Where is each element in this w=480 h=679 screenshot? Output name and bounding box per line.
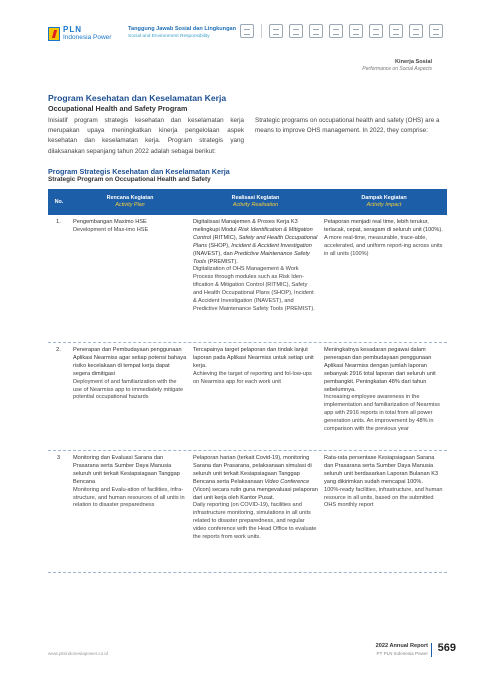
footer-website-link[interactable]: www.plnindonesiapower.co.id: [48, 651, 109, 656]
plan-cell: Penerapan dan Pembudayaan penggunaan Aplikasi Nearmiss agar setiap potensi bahaya risiko kecelakaan di tempat kerja dapat segera dimitigasi Deployment of and familiarization with the use of Nearmiss app to immediately mitigate potential occupational hazards: [73, 347, 187, 401]
page-title-english: Occupational Health and Safety Program: [48, 104, 188, 113]
globe-icon[interactable]: [369, 24, 383, 38]
pln-logo-icon: [48, 27, 60, 41]
impact-cell: Pelaporan menjadi real time, lebih terukur, terlacak, cepat, seragam di seluruh unit (100%). A more real-time, measurable, trace-able, accelerated, and uniform report-ing across units in all units (100%): [324, 219, 443, 257]
nav-divider: [261, 24, 262, 38]
row-number: 3: [56, 455, 61, 461]
logo-subtitle: Indonesia Power: [63, 34, 112, 41]
header-no: No.: [54, 198, 64, 205]
impact-cell: Rata-rata persentase Kesiapsiagaan Sarana dan Prasarana serta Sumber Daya Manusia seluruh unit berdasarkan Laporan Bulanan K3 yang dikirimkan sudah mencapai 100%. 100%-ready facilities, infrastructure, and human resource in all units, based on the submitted OHS monthly report: [324, 455, 443, 509]
impact-cell: Meningkatnya kesadaran pegawai dalam penerapan dan pembudayaan penggunaan Aplikasi Nearmiss dengan jumlah laporan sebanyak 2916 total laporan dari seluruh unit pembangkit. Peningkatan 48% dari tahun sebelumnya. Increasing employee awareness in the implementation and familiarization of Nearmiss app with 2916 reports in total from all power generation units. An improvement by 48% in comparison with the previous year: [324, 347, 440, 433]
header-activity-plan: Rencana Kegiatan Activity Plan: [106, 195, 154, 208]
grid-icon[interactable]: [429, 24, 443, 38]
header-activity-impact: Dampak Kegiatan Activity Impact: [361, 195, 407, 208]
chapter-nav: [240, 24, 443, 38]
document-icon[interactable]: [269, 24, 283, 38]
realisation-cell: Pelaporan harian (terkait Covid-19), monitoring Sarana dan Prasarana, pelaksanaan simulasi di seluruh unit terkait Kesiapsiagaan Tanggap Bencana serta Pelaksanaan Video Conference (Vicon) secara rutin guna mengevaluasi pelaporan dari unit kerja oleh Kantor Pusat. Daily reporting (on COVID-19), facilities and infrastructure monitoring, simulations in all units related to disaster preparedness, and regular video conference with the Head Office to evaluate the reports from work units.: [193, 455, 318, 541]
realisation-cell: Digitalisasi Manajemen & Proses Kerja K3 melingkupi Modul Risk Identification & Mitigation Control (RITMIC), Safety and Health Occupational Plans (SHOP), Incident & Accident Investigation (INAVEST), dan Predictive Maintenance Safety Tools (PREMIST). Digitalization of OHS Management & Work Process through modules such as Risk Iden-tification & Mitigation Control (RITMIC), Safety and Health Occupational Plans (SHOP), Incident & Accident Investigation (INAVEST), and Predictive Maintenance Safety Tools (PREMIST).: [193, 219, 318, 312]
footer-divider: [431, 643, 432, 657]
row-number: 2.: [56, 347, 61, 353]
table-title: Program Strategis Kesehatan dan Keselamatan Kerja: [48, 167, 230, 176]
realisation-cell: Tercapainya target pelaporan dan tindak lanjut laporan pada Aplikasi Nearmiss untuk setiap unit kerja. Achieving the target of reporting and fol-low-ups on Nearmiss app for each work unit: [193, 347, 314, 385]
table-row: [48, 451, 447, 573]
people-icon[interactable]: [309, 24, 323, 38]
page-title: Program Kesehatan dan Keselamatan Kerja: [48, 93, 227, 103]
book-icon[interactable]: [409, 24, 423, 38]
table-row: [48, 215, 447, 343]
page-header: [0, 0, 480, 58]
chart-icon[interactable]: [389, 24, 403, 38]
report-section-title: Tanggung Jawab Sosial dan Lingkungan Social and Environment Responsibility: [128, 26, 237, 39]
plan-cell: Monitoring dan Evaluasi Sarana dan Prasarana serta Sumber Daya Manusia seluruh unit terkait Kesiapsiagaan Tanggap Bencana Monitoring and Evalu-ation of facilities, infra-structure, and human resources of all units in relation to disaster preparedness: [73, 455, 185, 509]
leaf-icon[interactable]: [329, 24, 343, 38]
table-row: [48, 343, 447, 451]
table-title-english: Strategic Program on Occupational Health and Safety: [48, 176, 211, 183]
list-icon[interactable]: [289, 24, 303, 38]
table-header: [48, 189, 447, 215]
section-tag: Kinerja Sosial Performance on Social Aspects: [362, 59, 432, 72]
plan-cell: Pengembangan Maximo HSE Development of Max-imo HSE: [73, 219, 149, 233]
intro-english: Strategic programs on occupational health and safety (OHS) are a means to improve OHS management. In 2022, they comprise:: [255, 117, 440, 135]
company-logo[interactable]: [48, 26, 111, 42]
settings-icon[interactable]: [349, 24, 363, 38]
row-number: 1.: [56, 219, 61, 225]
header-activity-realisation: Realisasi Kegiatan Activity Realisation: [231, 195, 280, 208]
footer-report-title: 2022 Annual Report PT PLN Indonesia Power: [375, 643, 428, 656]
page-number: 569: [437, 642, 456, 654]
intro-indonesian: Inisiatif program strategis kesehatan dan keselamatan kerja merupakan upaya meningkatkan kinerja pengelolaan aspek kesehatan dan keselamatan kerja. Program strategis yang dilaksanakan sepanjang tahun 2022 adalah sebagai berikut:: [48, 117, 244, 155]
home-icon[interactable]: [240, 24, 254, 38]
logo-name: PLN: [63, 25, 82, 34]
